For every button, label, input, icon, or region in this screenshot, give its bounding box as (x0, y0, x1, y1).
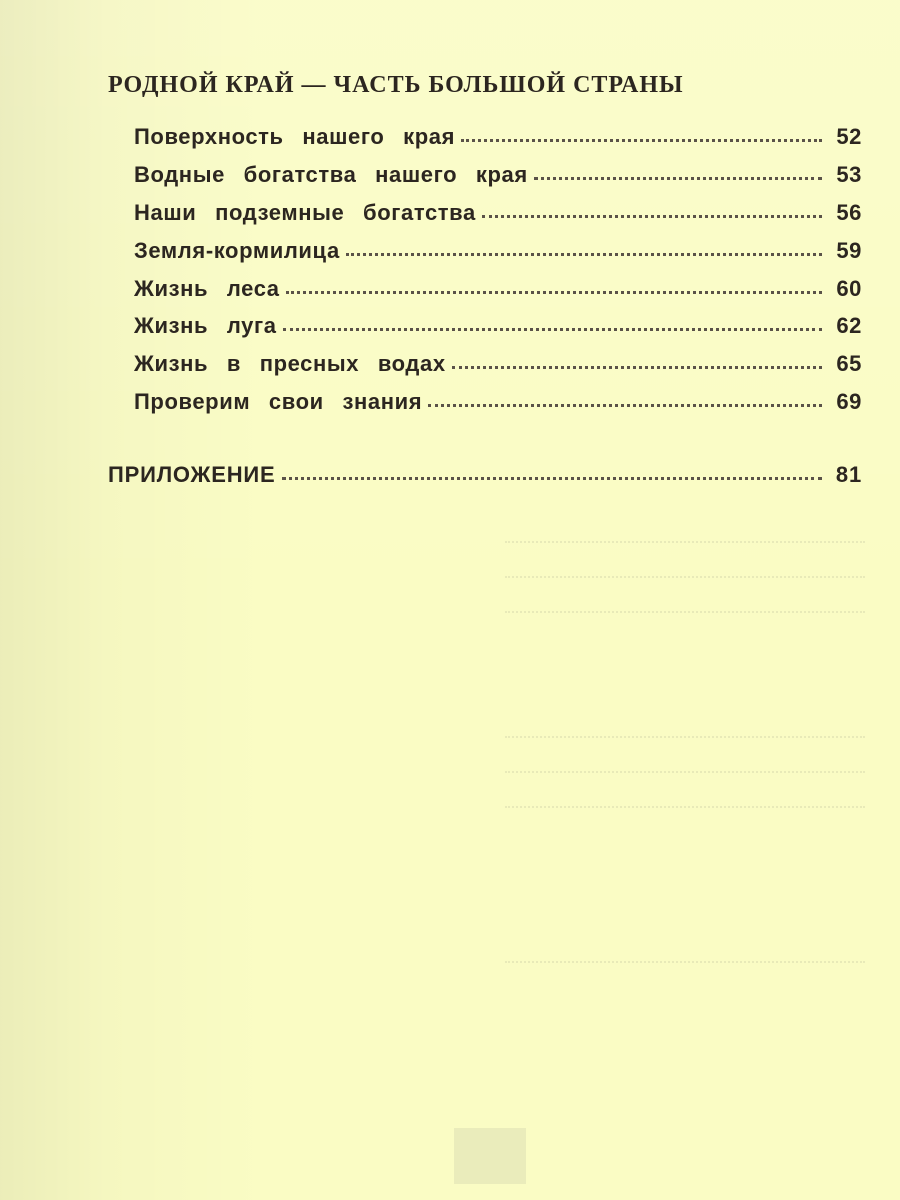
toc-entry-page: 62 (836, 313, 862, 339)
toc-entry-label: Поверхность нашего края (134, 124, 456, 149)
toc-entry-label: Жизнь леса (134, 275, 280, 301)
bleed-through-line (505, 770, 865, 773)
toc-entry-label: Проверим свои знания (134, 389, 423, 415)
toc-entry-page: 53 (836, 161, 862, 187)
dot-leader (282, 477, 823, 480)
dot-leader (482, 215, 822, 218)
toc-entry[interactable] (134, 351, 862, 389)
toc-entry[interactable] (134, 124, 862, 162)
bleed-through-line (505, 540, 865, 543)
toc-entry-page: 65 (836, 351, 862, 377)
toc-entry-label: Жизнь луга (134, 313, 277, 339)
toc-entry[interactable] (134, 238, 862, 276)
bleed-through-line (505, 610, 865, 613)
dot-leader (283, 328, 822, 331)
section-title: РОДНОЙ КРАЙ — ЧАСТЬ БОЛЬШОЙ СТРАНЫ (108, 72, 684, 98)
toc-entry-page: 69 (836, 389, 862, 415)
toc-entry-label: Земля-кормилица (134, 237, 340, 263)
bleed-through-line (505, 805, 865, 808)
dot-leader (461, 139, 822, 142)
dot-leader (286, 291, 822, 294)
toc-entry[interactable] (134, 313, 862, 351)
toc-entry[interactable] (134, 389, 862, 427)
bleed-through-line (505, 960, 865, 963)
toc-entry-label: Наши подземные богатства (134, 199, 476, 225)
bleed-through-page-number (454, 1128, 526, 1184)
appendix-entry[interactable] (108, 462, 862, 488)
toc-entry-page: 59 (836, 237, 862, 263)
toc-entry[interactable] (134, 276, 862, 314)
toc-entry[interactable] (134, 200, 862, 238)
dot-leader (452, 366, 822, 369)
toc-entry[interactable] (134, 162, 862, 200)
bleed-through-line (505, 575, 865, 578)
toc-entry-label: Водные богатства нашего края (134, 161, 528, 187)
dot-leader (428, 404, 822, 407)
table-of-contents (134, 124, 862, 427)
toc-entry-page: 60 (836, 275, 862, 301)
appendix-label: ПРИЛОЖЕНИЕ (108, 462, 276, 487)
bleed-through-line (505, 735, 865, 738)
appendix-page: 81 (835, 462, 862, 487)
toc-entry-label: Жизнь в пресных водах (134, 351, 446, 377)
dot-leader (346, 253, 822, 256)
dot-leader (534, 177, 822, 180)
toc-entry-page: 56 (836, 199, 862, 225)
toc-entry-page: 52 (836, 124, 862, 149)
